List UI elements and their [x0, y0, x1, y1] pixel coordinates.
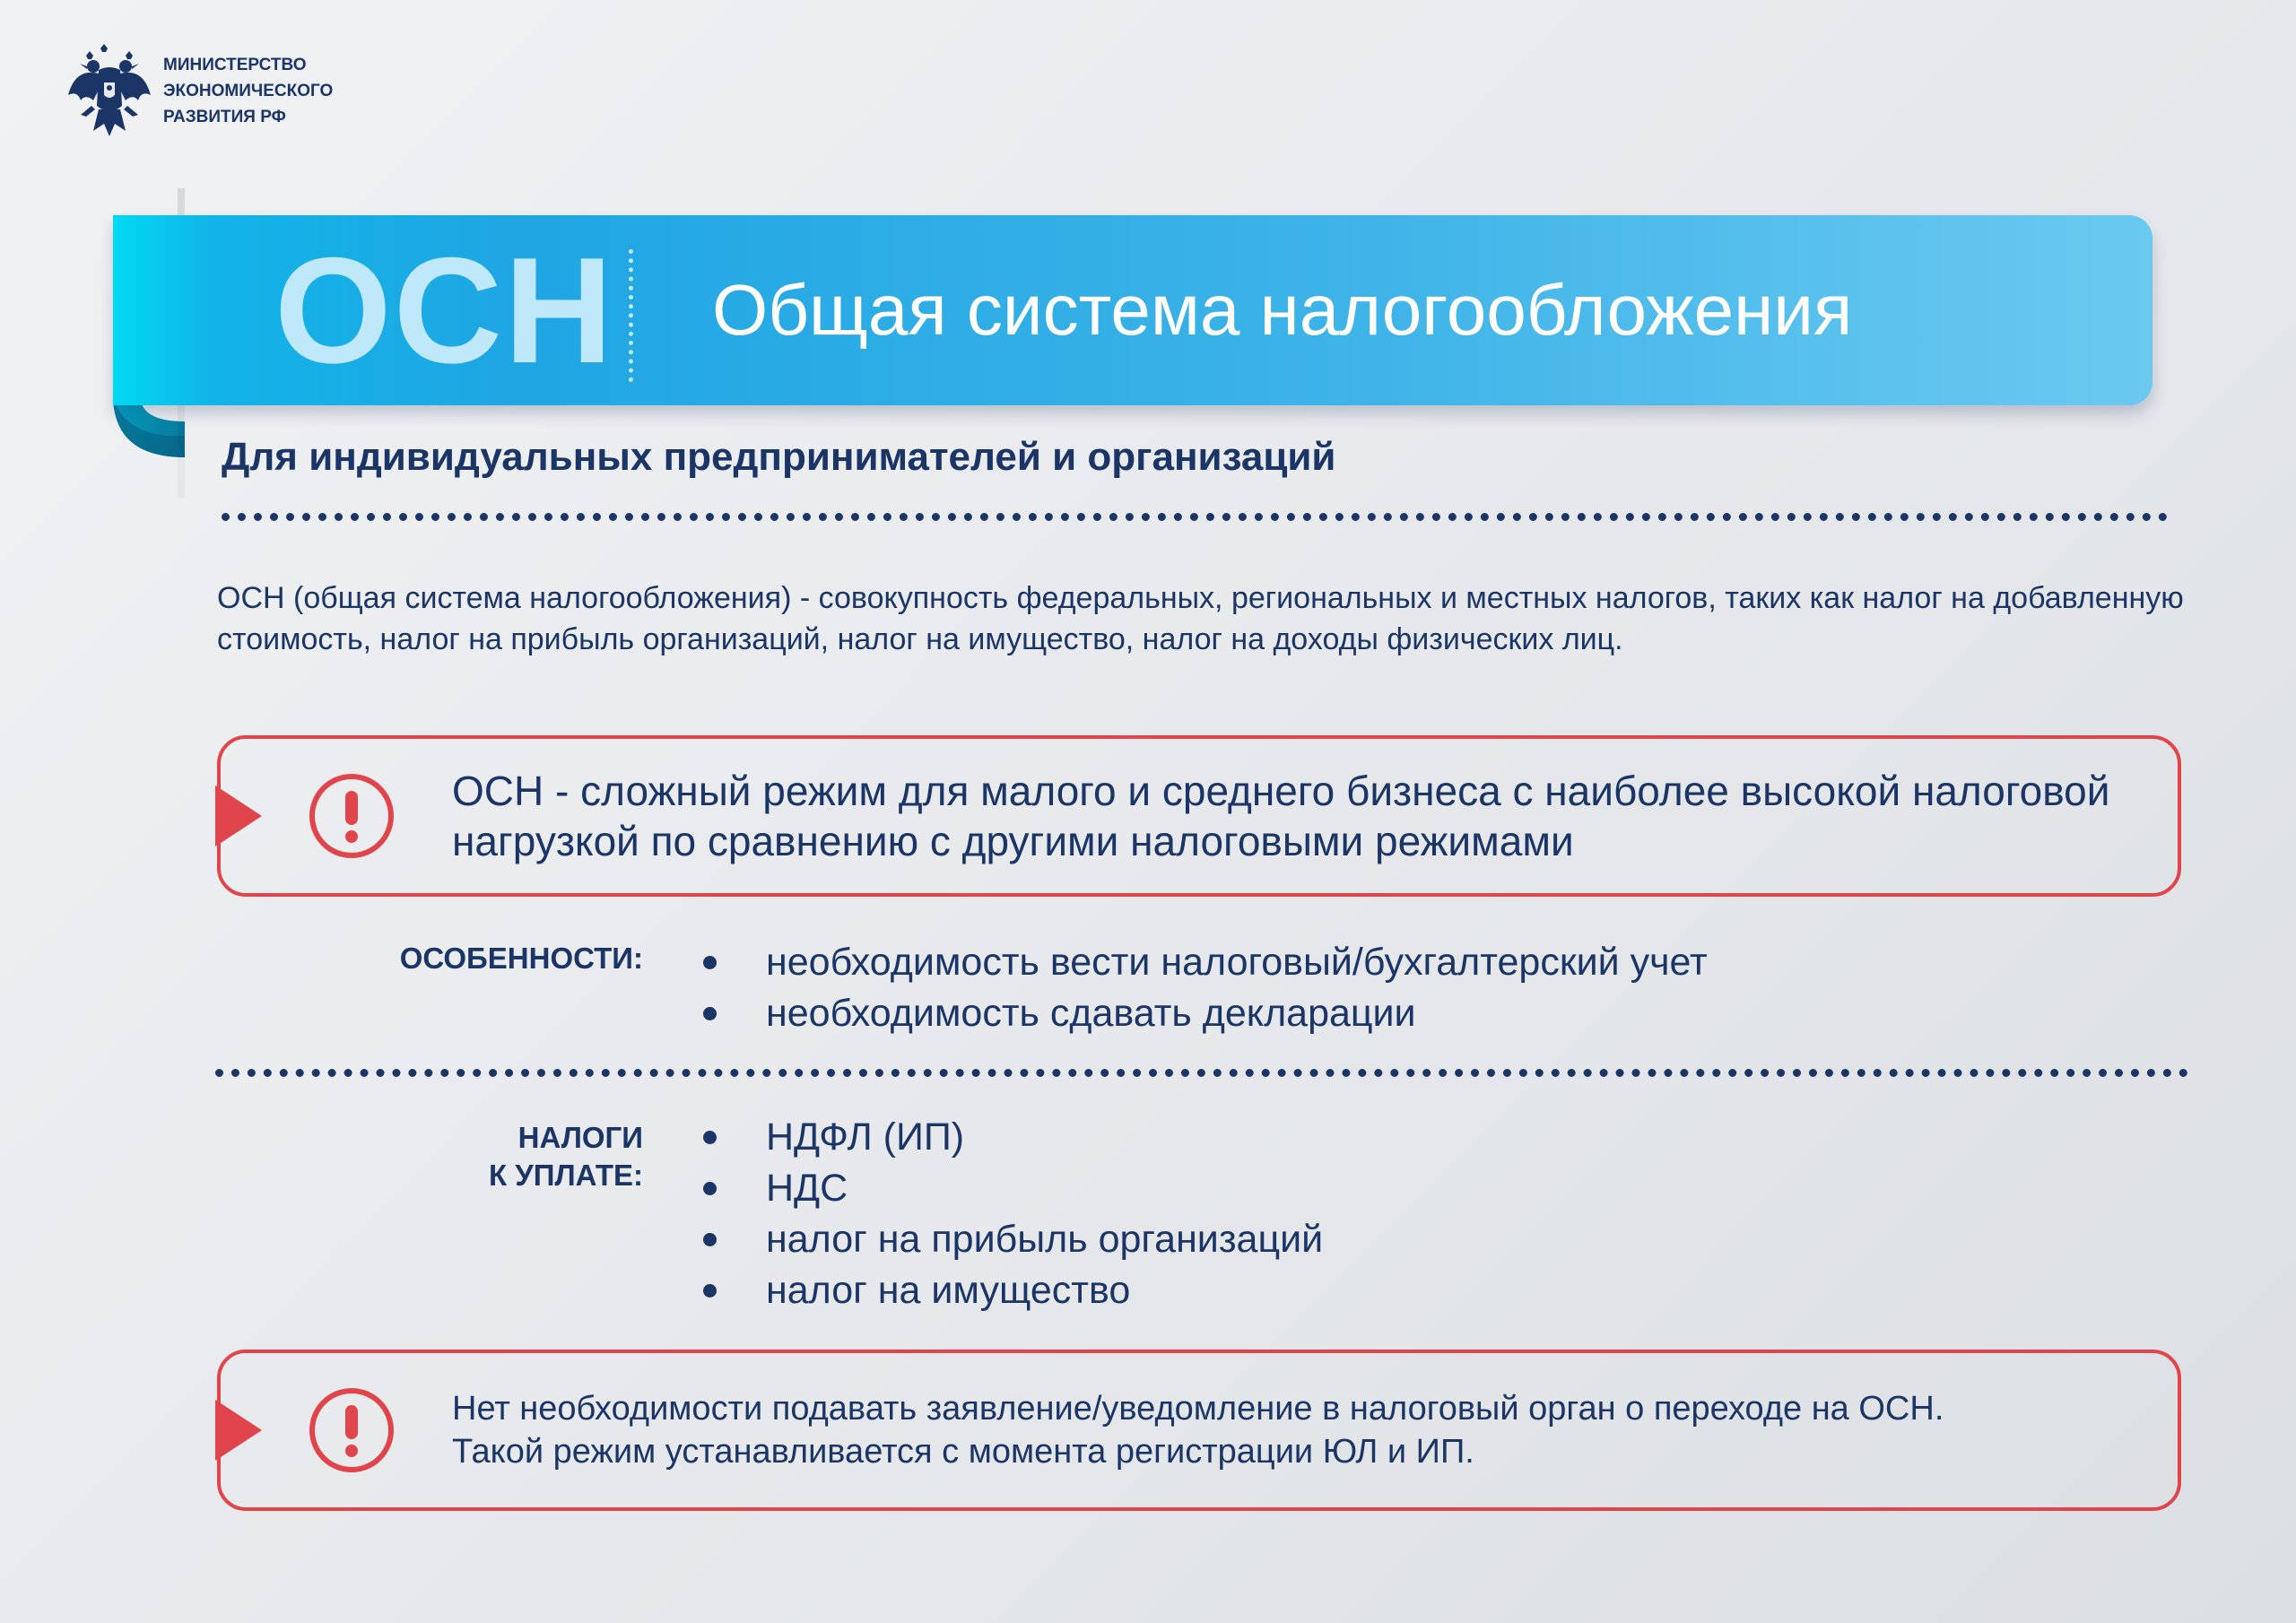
list-item — [700, 1163, 1323, 1214]
warning-text-line-1: Нет необходимости подавать заявление/уведомление в налоговый орган о переходе на ОСН. — [452, 1390, 1944, 1428]
dotted-divider-middle — [215, 1069, 2188, 1077]
banner-abbreviation: ОСН — [274, 226, 615, 395]
list-item — [700, 988, 1708, 1039]
features-label: ОСОБЕННОСТИ: — [399, 942, 643, 975]
warning-text-line-2: Такой режим устанавливается с момента регистрации ЮЛ и ИП. — [452, 1433, 1474, 1471]
warning-arrow-icon — [215, 1394, 265, 1466]
list-item-text: налог на имущество — [766, 1269, 1131, 1312]
taxes-label — [284, 1119, 643, 1194]
warning-text: ОСН - сложный режим для малого и среднего бизнеса с наиболее высокой налоговой нагрузкой по сравнению с другими налоговыми режимами — [452, 768, 2110, 864]
banner-title: Общая система налогообложения — [712, 270, 1853, 350]
list-item-text: НДС — [766, 1167, 848, 1210]
bullet-icon — [703, 1007, 717, 1020]
bullet-icon — [703, 1284, 717, 1298]
dotted-divider-top — [222, 513, 2168, 521]
exclamation-icon — [307, 771, 396, 861]
bullet-icon — [703, 1182, 717, 1195]
list-item — [700, 1265, 1323, 1316]
eagle-emblem-icon — [66, 43, 152, 138]
taxes-label-line-2: К УПЛАТЕ: — [488, 1159, 643, 1192]
logo-line-2: ЭКОНОМИЧЕСКОГО — [163, 81, 334, 100]
banner-separator — [629, 249, 633, 382]
list-item-text: необходимость вести налоговый/бухгалтерский учет — [766, 941, 1708, 984]
warning-box-complex-regime — [217, 735, 2181, 897]
list-item — [700, 1112, 1323, 1163]
intro-paragraph: ОСН (общая система налогообложения) - совокупность федеральных, региональных и местных налогов, таких как налог на добавленную стоимость, налог на прибыль организаций, налог на имущество, налог на доходы физических лиц. — [217, 581, 2184, 656]
bullet-icon — [703, 1233, 717, 1246]
features-list — [700, 937, 1708, 1039]
taxes-label-line-1: НАЛОГИ — [517, 1121, 643, 1154]
logo-line-3: РАЗВИТИЯ РФ — [163, 107, 286, 126]
list-item-text: налог на прибыль организаций — [766, 1218, 1324, 1261]
list-item-text: НДФЛ (ИП) — [766, 1115, 965, 1159]
warning-box-no-application — [217, 1350, 2181, 1511]
list-item — [700, 1214, 1323, 1265]
subtitle: Для индивидуальных предпринимателей и организаций — [222, 435, 1336, 479]
logo-line-1: МИНИСТЕРСТВО — [163, 55, 307, 74]
list-item-text: необходимость сдавать декларации — [766, 992, 1416, 1035]
bullet-icon — [703, 1131, 717, 1144]
taxes-list — [700, 1112, 1323, 1316]
warning-arrow-icon — [215, 780, 265, 852]
bullet-icon — [703, 956, 717, 969]
list-item — [700, 937, 1708, 988]
logo-text — [163, 52, 333, 130]
warning-text — [452, 1387, 2142, 1473]
exclamation-icon — [307, 1385, 396, 1475]
ministry-logo — [66, 43, 333, 138]
